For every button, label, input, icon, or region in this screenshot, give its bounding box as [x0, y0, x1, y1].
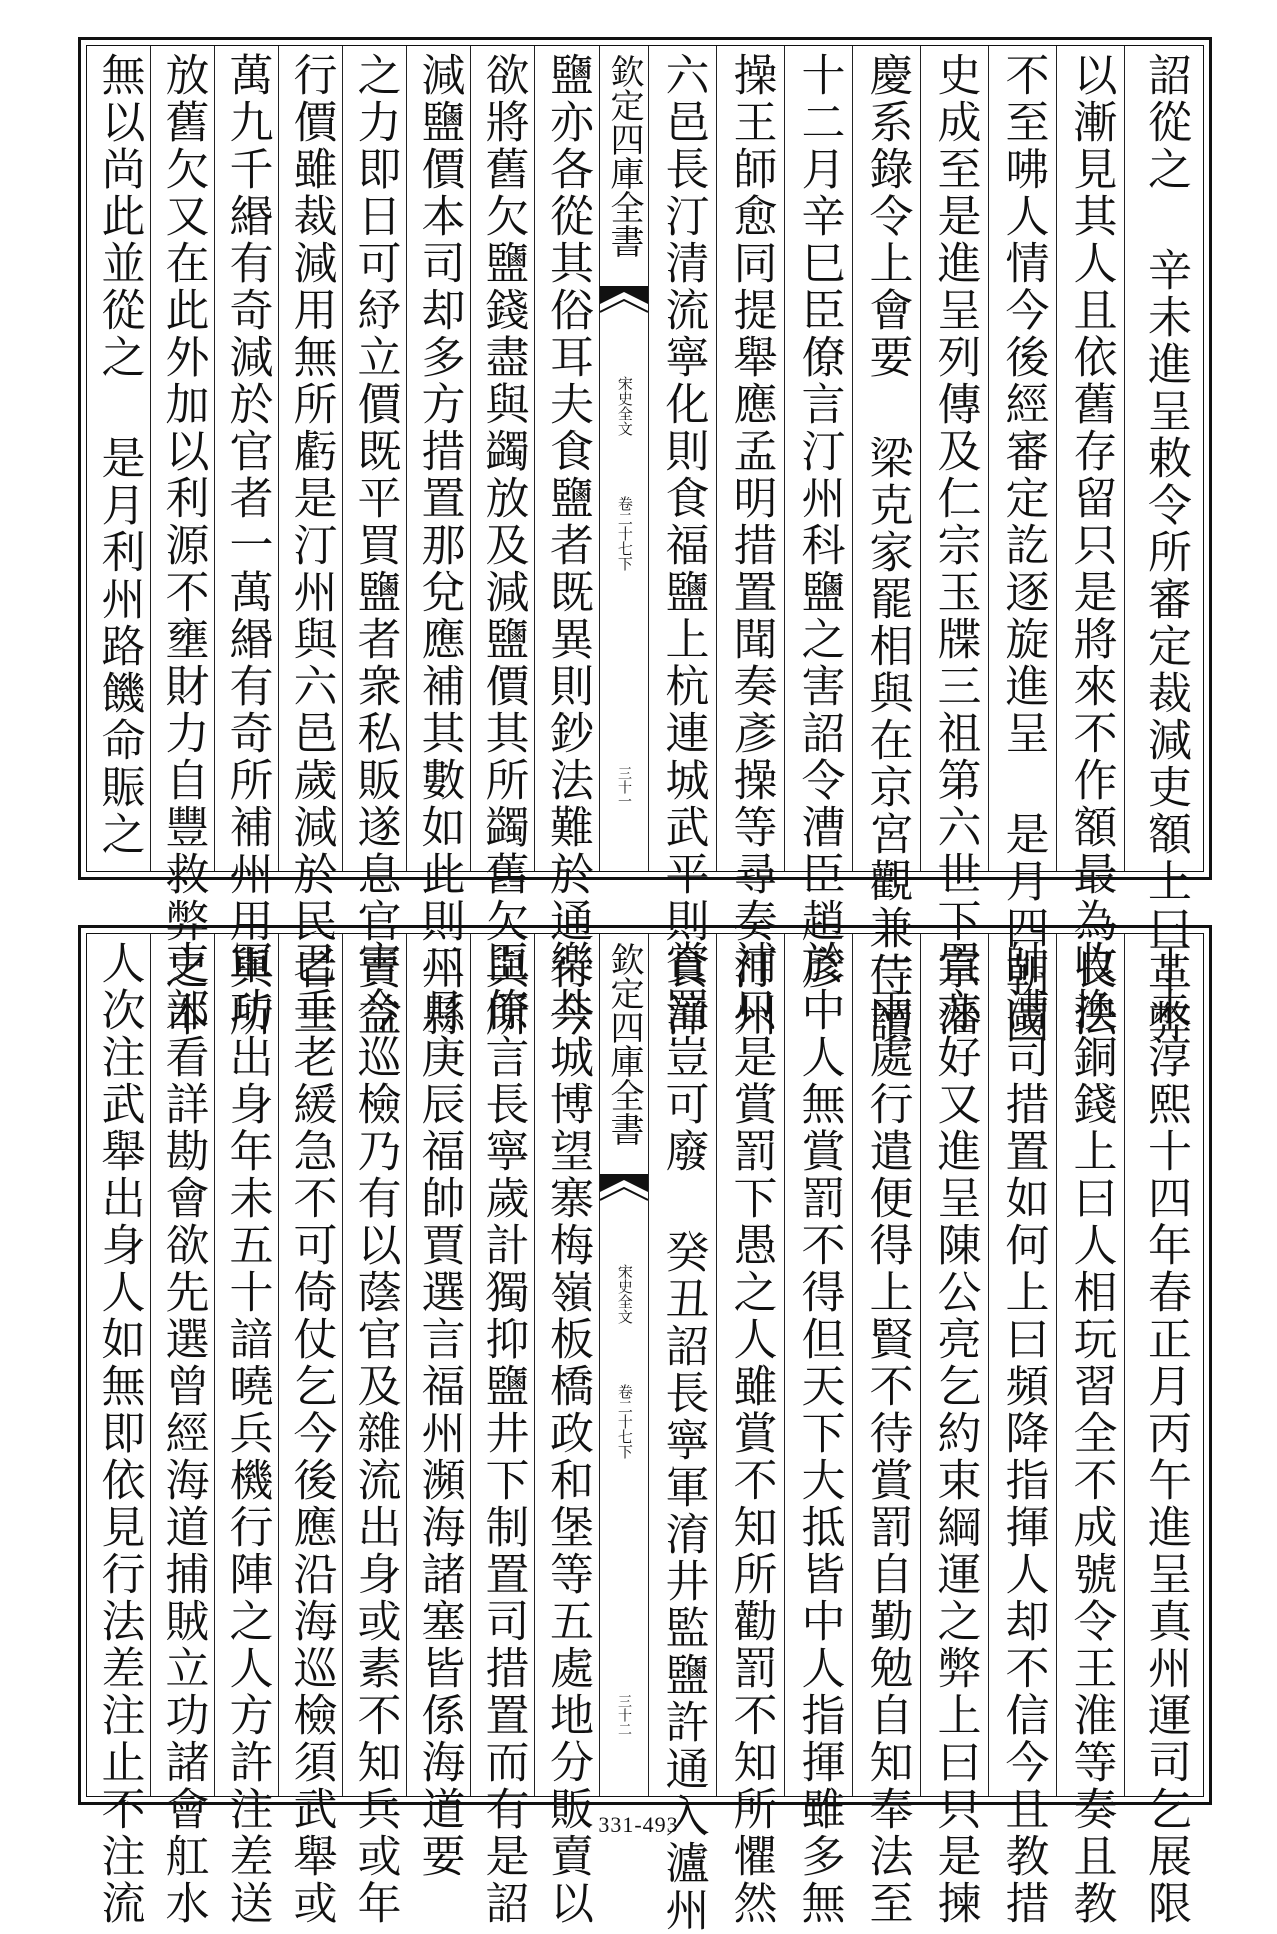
text-column: [215, 46, 279, 1039]
text-column: [215, 934, 279, 1927]
fishtail-mark-icon: [600, 286, 648, 346]
text-column: [649, 934, 717, 1934]
column-text: 帥漕司措置如何上曰頻降指揮人却不信今且教措: [997, 940, 1049, 1927]
column-text: 慶系錄令上會要 梁克家罷相與在京宮觀兼侍讀: [861, 52, 913, 1046]
column-text: 詔從之 辛未進呈敕令所審定裁減吏額上曰革弊: [1140, 52, 1191, 1046]
text-column: [87, 46, 151, 871]
fishtail-mark-icon: [600, 1174, 648, 1234]
text-column: [279, 46, 343, 1039]
text-column: [785, 934, 853, 1927]
column-text: 鹽亦各從其俗耳夫食鹽者既異則鈔法難於通行今: [542, 52, 593, 1039]
text-column: [989, 46, 1057, 1046]
column-text: 人次注武舉出身人如無即依見行法差注止不注流: [93, 940, 145, 1927]
column-text: 無以尚此並從之 是月利州路饑命賑之: [93, 52, 145, 858]
fold-column: [599, 46, 649, 871]
text-column: [471, 934, 535, 1927]
column-text: 臣僚言長寧歲計獨抑鹽井下制置司措置而有是詔: [477, 940, 529, 1927]
folio-number: 三十二: [616, 1694, 632, 1736]
page-panel-top: [78, 37, 1212, 1046]
column-text: 樂共城博望寨梅嶺板橋政和堡等五處地分販賣以: [542, 940, 593, 1927]
column-text: 之力即日可紓立價既平買鹽者衆私販遂息官賣益: [349, 52, 401, 1039]
column-text: 萬九千緡有奇減於官者一萬緡有奇所補州用與所: [221, 52, 273, 1039]
book-title: 宋史全文: [615, 1264, 634, 1324]
volume-label: 卷二十七下: [615, 496, 634, 571]
panel-border-top: [86, 45, 1204, 1046]
column-text: 置亦好又進呈陳公亮乞約束綱運之弊上曰只是揀: [929, 940, 981, 1927]
text-column: [535, 934, 599, 1927]
text-column: [989, 934, 1057, 1927]
column-text: 欲將舊欠鹽錢盡與蠲放及減鹽價其所蠲舊欠與所: [477, 52, 529, 1039]
text-column: [717, 46, 785, 1039]
collection-title: 欽定四庫全書: [604, 942, 644, 1146]
text-column: [343, 46, 407, 1039]
text-column: [151, 46, 215, 1039]
text-column: [921, 934, 989, 1927]
text-column: [279, 934, 343, 1927]
text-column: [535, 46, 599, 1039]
text-column: [853, 934, 921, 1927]
text-column: [921, 46, 989, 1039]
column-text: 賞罰豈可廢 癸丑詔長寧軍淯井監鹽許通入瀘州: [657, 940, 709, 1934]
text-column: [1125, 934, 1205, 1927]
column-text: 放舊欠又在此外加以利源不壅財力自豐救弊之本: [157, 52, 209, 1039]
text-column: [407, 46, 471, 1039]
page-number: 331-493: [598, 1812, 679, 1837]
folio-number: 三十一: [616, 766, 632, 808]
text-column: [785, 46, 853, 992]
column-text: 丁未淳熙十四年春正月丙午進呈真州運司乞展限: [1140, 940, 1191, 1927]
column-text: 補只是賞罰下愚之人雖賞不知所勸罰不知所懼然: [725, 940, 777, 1927]
text-column: [343, 934, 407, 1927]
text-column: [407, 934, 471, 1880]
column-text: 十二月辛巳臣僚言汀州科鹽之害詔令漕臣趙彥: [793, 52, 845, 992]
column-text: 於中人無賞罰不得但天下大抵皆中人指揮雖多無: [793, 940, 845, 1927]
column-text: 六邑長汀清流寧化則食福鹽上杭連城武平則食漳: [657, 52, 709, 1039]
text-column: [717, 934, 785, 1927]
column-text: 行價雖裁減用無所虧是汀州與六邑歲減於民者三: [285, 52, 337, 1039]
column-text: 減鹽價本司却多方措置那兌應補其數如此則州縣: [413, 52, 465, 1039]
column-text: 收換銅錢上曰人相玩習全不成號令王淮等奏且教: [1065, 940, 1117, 1927]
column-text: 以漸見其人且依舊存留只是將來不作額最為良法: [1065, 52, 1117, 1039]
column-text: 吏部看詳勘會欲先選曾經海道捕賊立功諸會舡水: [157, 940, 209, 1927]
fold-column: [599, 934, 649, 1796]
text-column: [1057, 934, 1125, 1927]
column-text: 史成至是進呈列傳及仁宗玉牒三祖第六世下宗藩: [929, 52, 981, 1039]
column-text: 不至咈人情今後經審定訖逐旋進呈 是月四朝國: [997, 52, 1049, 1046]
column-text: 害今巡檢乃有以蔭官及雜流出身或素不知兵或年: [349, 940, 401, 1927]
text-column: [1125, 46, 1205, 1046]
column-text: 二月庚辰福帥賈選言福州瀕海諸塞皆係海道要: [413, 940, 465, 1880]
text-column: [151, 934, 215, 1927]
volume-label: 卷二十七下: [615, 1384, 634, 1459]
text-column: [853, 46, 921, 1046]
column-text: 軍功出身年未五十諳曉兵機行陣之人方許注差送: [221, 940, 273, 1927]
text-column: [87, 934, 151, 1927]
text-column: [471, 46, 535, 1039]
text-column: [649, 46, 717, 1039]
text-column: [1057, 46, 1125, 1039]
column-text: 已垂老緩急不可倚仗乞今後應沿海巡檢須武舉或: [285, 940, 337, 1927]
book-title: 宋史全文: [615, 376, 634, 436]
column-text: 操王師愈同提舉應孟明措置聞奏彥操等尋奏汀州: [725, 52, 777, 1039]
column-text: 一兩處行遣便得上賢不待賞罰自勤勉自知奉法至: [861, 940, 913, 1927]
collection-title: 欽定四庫全書: [604, 54, 644, 258]
